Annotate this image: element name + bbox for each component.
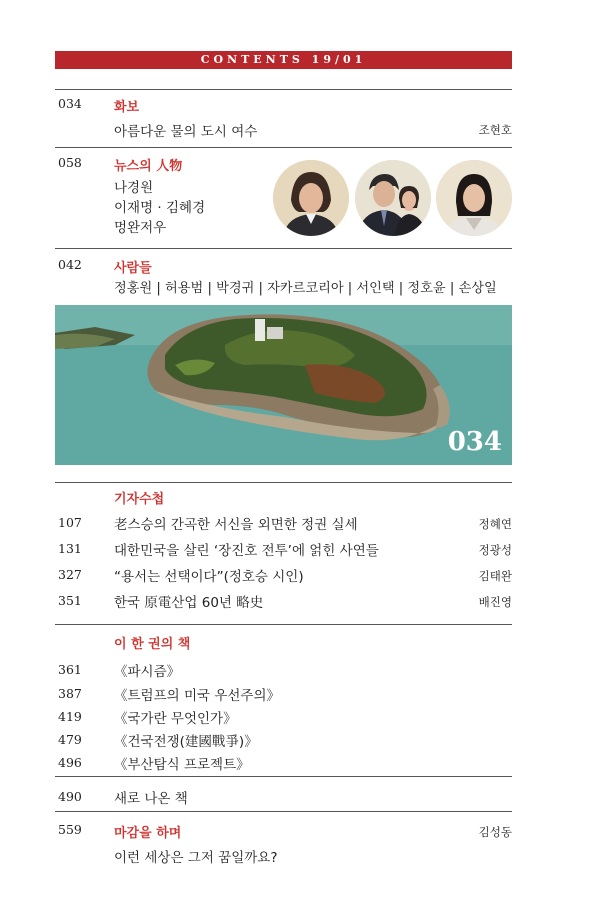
closing-author: 김성동 — [478, 825, 512, 839]
article-title[interactable]: 대한민국을 살린 ‘장진호 전투’에 얽힌 사연들 — [114, 543, 379, 559]
section-pictorial: 화보 — [114, 100, 140, 115]
section-people: 사람들 — [114, 261, 152, 276]
divider — [55, 248, 512, 249]
page-number: 351 — [58, 593, 82, 608]
page-number: 419 — [58, 709, 82, 724]
page-number: 479 — [58, 732, 82, 747]
news-person-1[interactable]: 나경원 — [114, 180, 154, 196]
book-title[interactable]: 《파시즘》 — [114, 664, 181, 680]
page-number: 042 — [58, 257, 82, 272]
divider — [55, 776, 512, 777]
page-number: 490 — [58, 789, 82, 804]
island-photo — [55, 305, 512, 465]
book-title[interactable]: 《트럼프의 미국 우선주의》 — [114, 688, 280, 704]
page-number: 496 — [58, 755, 82, 770]
people-list[interactable]: 정홍원 | 허용범 | 박경귀 | 자카르코리아 | 서인택 | 정호윤 | 손상일 — [114, 281, 497, 296]
page-number: 327 — [58, 567, 82, 582]
news-person-2[interactable]: 이재명 · 김혜경 — [114, 200, 206, 216]
pictorial-author: 조현호 — [478, 123, 512, 137]
article-title[interactable]: 한국 原電산업 60년 略史 — [114, 595, 264, 611]
article-author: 김태완 — [478, 569, 512, 583]
closing-title[interactable]: 이런 세상은 그저 꿈일까요? — [114, 850, 278, 866]
page-number: 034 — [58, 96, 82, 111]
article-title[interactable]: 老스승의 간곡한 서신을 외면한 정권 실세 — [114, 517, 358, 533]
page-number: 559 — [58, 822, 82, 837]
news-person-3[interactable]: 멍완저우 — [114, 220, 167, 236]
page-number: 361 — [58, 662, 82, 677]
page-number: 107 — [58, 515, 82, 530]
portrait-nakyungwon — [273, 160, 349, 236]
portrait-mengwanzhou — [436, 160, 512, 236]
photo-page-number: 034 — [447, 427, 502, 457]
pictorial-title[interactable]: 아름다운 물의 도시 여수 — [114, 124, 258, 140]
divider — [55, 811, 512, 812]
page-number: 387 — [58, 686, 82, 701]
divider — [55, 482, 512, 483]
article-author: 배진영 — [478, 595, 512, 609]
section-reporter-notes: 기자수첩 — [114, 492, 165, 507]
new-books-title[interactable]: 새로 나온 책 — [114, 791, 188, 807]
section-books: 이 한 권의 책 — [114, 637, 191, 652]
book-title[interactable]: 《국가란 무엇인가》 — [114, 711, 237, 727]
divider — [55, 624, 512, 625]
portrait-couple-left — [355, 160, 431, 236]
book-title[interactable]: 《부산탐식 프로젝트》 — [114, 757, 250, 773]
article-author: 정혜연 — [478, 517, 512, 531]
article-title[interactable]: “용서는 선택이다”(정호승 시인) — [114, 569, 304, 585]
section-closing: 마감을 하며 — [114, 826, 182, 841]
page-number: 131 — [58, 541, 82, 556]
section-news-people: 뉴스의 人物 — [114, 159, 183, 174]
book-title[interactable]: 《건국전쟁(建國戰爭)》 — [114, 734, 258, 750]
divider — [55, 147, 512, 148]
article-author: 정광성 — [478, 543, 512, 557]
divider — [55, 89, 512, 90]
page-number: 058 — [58, 155, 82, 170]
contents-banner: CONTENTS 19/01 — [55, 51, 512, 69]
